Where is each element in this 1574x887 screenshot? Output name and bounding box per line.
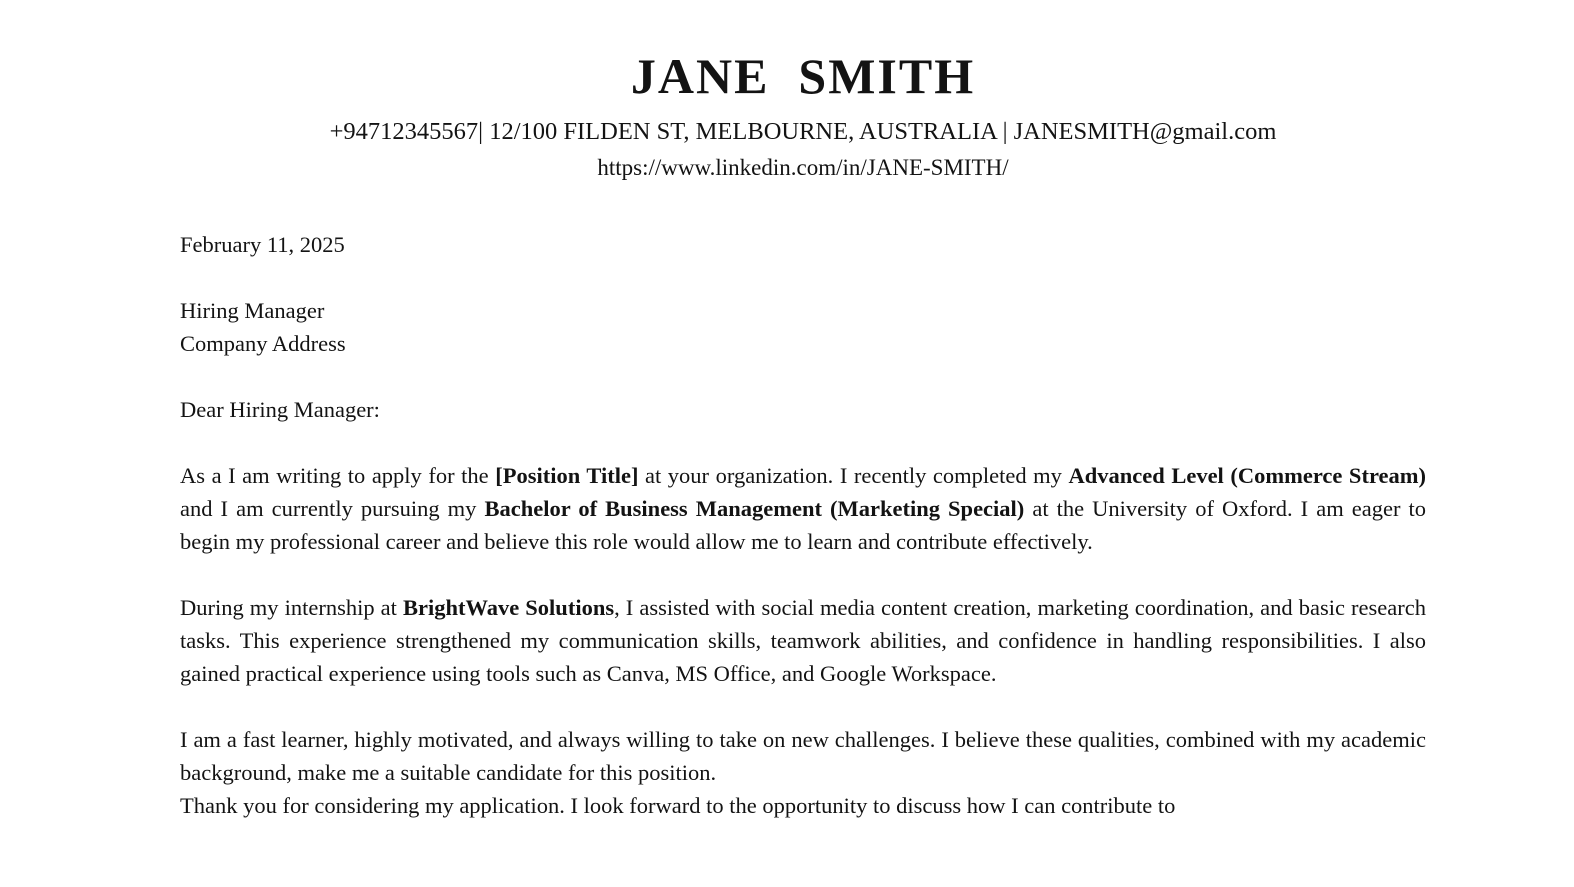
bold-text-run: Advanced Level (Commerce Stream) bbox=[1068, 463, 1426, 488]
linkedin-url: https://www.linkedin.com/in/JANE-SMITH/ bbox=[597, 155, 1009, 180]
text-run: As a I am writing to apply for the bbox=[180, 463, 496, 488]
letter-paragraph bbox=[180, 789, 1426, 822]
recipient-block bbox=[180, 294, 1426, 360]
letter-paragraph bbox=[180, 591, 1426, 690]
letter-date: February 11, 2025 bbox=[180, 232, 345, 257]
bold-text-run: [Position Title] bbox=[495, 463, 639, 488]
text-run: , I assisted with social media content creation, marketing coordination, and basic research tasks. This experience strengthened my communication skills, teamwork abilities, and confidence in handling responsibilities. I also gained practical experience using tools such as Canva, MS Office, and Google Workspace. bbox=[180, 595, 1426, 686]
text-run: During my internship at bbox=[180, 595, 403, 620]
recipient-name: Hiring Manager bbox=[180, 298, 325, 323]
salutation: Dear Hiring Manager: bbox=[180, 397, 380, 422]
text-run: and I am currently pursuing my bbox=[180, 496, 485, 521]
text-run: at your organization. I recently completed my bbox=[638, 463, 1069, 488]
text-run: I am a fast learner, highly motivated, and always willing to take on new challenges. I believe these qualities, combined with my academic background, make me a suitable candidate for this position. bbox=[180, 727, 1426, 785]
recipient-address: Company Address bbox=[180, 331, 346, 356]
letter-paragraph bbox=[180, 459, 1426, 558]
bold-text-run: BrightWave Solutions bbox=[402, 595, 615, 620]
letter-document bbox=[180, 0, 1426, 822]
letter-paragraph bbox=[180, 723, 1426, 789]
contact-line: +94712345567| 12/100 FILDEN ST, MELBOURNE, AUSTRALIA | JANESMITH@gmail.com bbox=[329, 118, 1277, 145]
text-run: Thank you for considering my application. I look forward to the opportunity to discuss how I can contribute to bbox=[180, 793, 1176, 818]
letter-paragraphs bbox=[180, 459, 1426, 822]
bold-text-run: Bachelor of Business Management (Marketing Special) bbox=[484, 496, 1025, 521]
letter-body bbox=[180, 228, 1426, 822]
text-run: at the University of Oxford. I am eager to begin my professional career and believe this role would allow me to learn and contribute effectively. bbox=[180, 496, 1426, 554]
applicant-name: JANE SMITH bbox=[630, 48, 976, 104]
letterhead bbox=[180, 0, 1426, 185]
